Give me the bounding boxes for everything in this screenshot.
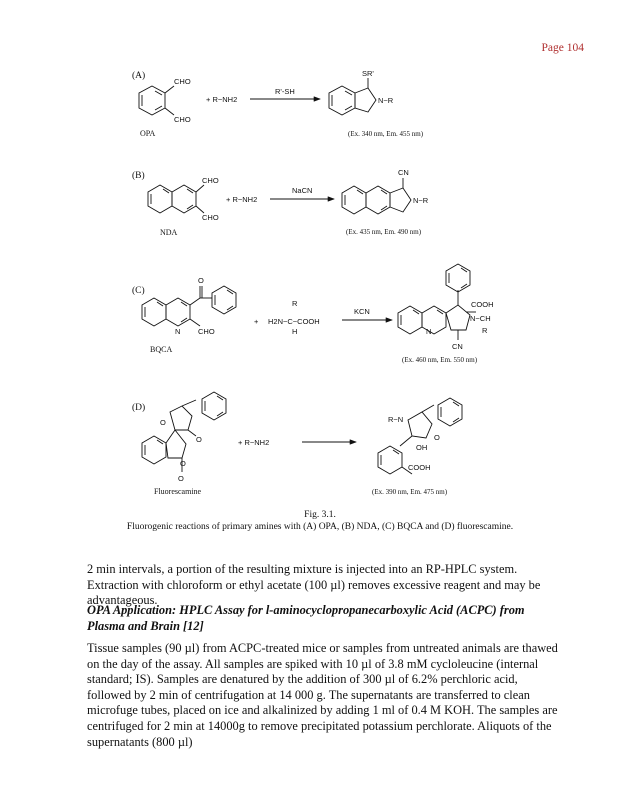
bqca-name: BQCA (150, 345, 173, 354)
panel-c-product-nch: N−CH (470, 314, 491, 323)
bqca-structure (142, 286, 236, 326)
figure-caption-title: Fig. 3.1. (304, 510, 336, 520)
body-paragraph-2: Tissue samples (90 µl) from ACPC-treated mice or samples from untreated animals are thawed on the day of the assay. All samples are spiked with 10 µl of 3.8 mM cycloleucine (internal standard; IS). Samples are denatured by the addition of 300 µl of 6.2% perchloric acid, followed by 2 min of centrifugation at 14 000 g. The supernatants are transferred to clean microfuge tubes, placed on ice and alkalinized by adding 1 ml of 0.4 M KOH. The samples are centrifuged for 2 min at 14000g to remove precipitated potassium perchlorate. Aliquots of the supernatants (800 µl) (87, 641, 558, 749)
figure-caption-text: Fluorogenic reactions of primary amines with (A) OPA, (B) NDA, (C) BQCA and (D) fluorescamine. (126, 521, 514, 532)
panel-c-plus: + (254, 317, 259, 326)
isoindole-product-structure (329, 78, 376, 115)
benz-isoindole-product-structure (342, 178, 411, 214)
section-heading: OPA Application: HPLC Assay for l-aminocyclopropanecarboxylic Acid (ACPC) from Plasma and Brain [12] (87, 603, 525, 633)
panel-c-amine-r: R (292, 299, 298, 308)
panel-d-amine: + R−NH2 (238, 438, 270, 447)
panel-d-product-cooh: COOH (408, 463, 431, 472)
opa-cho-bottom: CHO (174, 115, 191, 124)
panel-d-wavelengths: (Ex. 390 nm, Em. 475 nm) (372, 488, 448, 496)
fluorescamine-o-2: O (196, 435, 202, 444)
benzoquinoline-product-structure (398, 264, 476, 340)
panel-a-label: (A) (132, 71, 146, 81)
panel-a-product-nr: N−R (378, 96, 394, 105)
panel-a (132, 69, 424, 138)
body-paragraph-1: 2 min intervals, a portion of the resulting mixture is injected into an RP-HPLC system. Extraction with chloroform or ethyl acetate (100 µl) removes excessive reagent and may be advantageous. (87, 562, 541, 608)
panel-a-amine: + R−NH2 (206, 95, 238, 104)
nda-cho-top: CHO (202, 176, 219, 185)
page-number: Page 104 (541, 42, 584, 54)
panel-b (132, 168, 429, 237)
fluorescamine-name: Fluorescamine (154, 487, 202, 496)
panel-c-arrow-reagent: KCN (354, 307, 370, 316)
nda-structure (148, 185, 204, 213)
panel-c-wavelengths: (Ex. 460 nm, Em. 550 nm) (402, 356, 478, 364)
fluorescamine-o-3: O (180, 459, 186, 468)
panel-b-wavelengths: (Ex. 435 nm, Em. 490 nm) (346, 228, 422, 236)
reaction-scheme-figure (120, 62, 520, 502)
panel-c-label: (C) (132, 286, 145, 296)
panel-c-amine-h: H (292, 327, 298, 336)
nda-cho-bottom: CHO (202, 213, 219, 222)
panel-c (132, 264, 494, 364)
opa-structure (139, 86, 174, 115)
panel-d-product-rn: R−N (388, 415, 404, 424)
panel-c-product-n: N (426, 327, 432, 336)
fluorescamine-o-1: O (160, 418, 166, 427)
nda-name: NDA (160, 228, 178, 237)
panel-a-product-sr: SR' (362, 69, 374, 78)
panel-d-product-oh: OH (416, 443, 428, 452)
panel-b-product-cn: CN (398, 168, 409, 177)
panel-a-wavelengths: (Ex. 340 nm, Em. 455 nm) (348, 130, 424, 138)
bqca-carbonyl-o: O (198, 276, 204, 285)
panel-b-arrow-reagent: NaCN (292, 186, 313, 195)
opa-name: OPA (140, 129, 156, 138)
panel-b-amine: + R−NH2 (226, 195, 258, 204)
panel-c-product-r: R (482, 326, 488, 335)
panel-b-label: (B) (132, 171, 145, 181)
fluorescamine-o-4: O (178, 474, 184, 483)
panel-b-product-nr: N−R (413, 196, 429, 205)
panel-d-label: (D) (132, 403, 146, 413)
panel-a-arrow-reagent: R'-SH (275, 87, 295, 96)
panel-c-amine: H2N−C−COOH (268, 317, 320, 326)
panel-d (132, 392, 462, 496)
panel-c-product-cn: CN (452, 342, 463, 351)
figure-caption (100, 510, 540, 533)
opa-cho-top: CHO (174, 77, 191, 86)
panel-c-product-cooh: COOH (471, 300, 494, 309)
bqca-n: N (175, 327, 181, 336)
panel-d-product-o: O (434, 433, 440, 442)
bqca-cho: CHO (198, 327, 215, 336)
